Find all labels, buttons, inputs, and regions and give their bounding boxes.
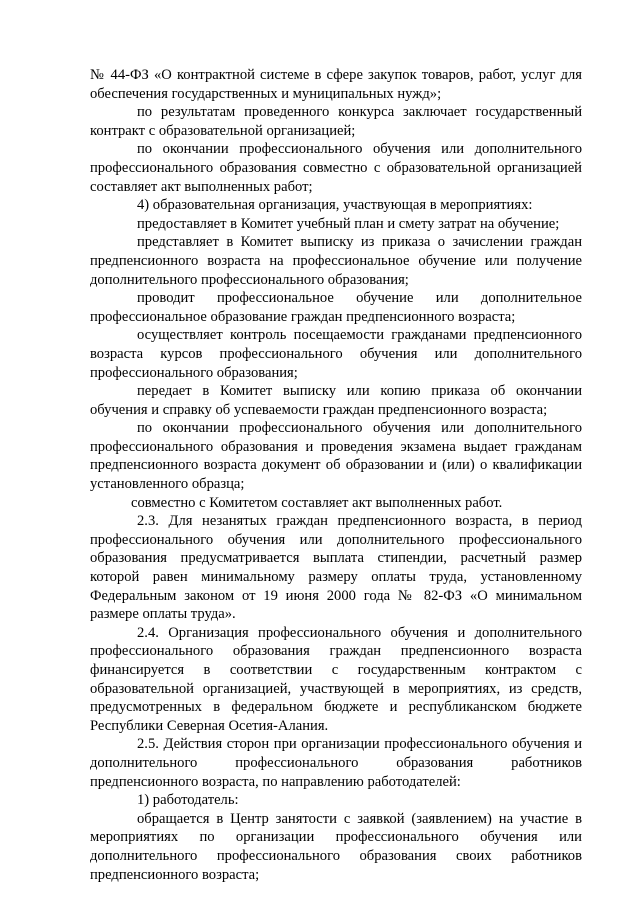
paragraph: совместно с Комитетом составляет акт выполненных работ.	[131, 494, 503, 511]
paragraph: 2.3. Для незанятых граждан предпенсионного возраста, в период профессионального обучения или дополнительного профессионального образования предусматривается выплата стипендии, расчетный размер которой равен минимальному размеру оплаты труда, установленному Федеральным законом от 19 июня 2000 года № 82-ФЗ «О минимальном размере оплаты труда».	[90, 513, 582, 623]
paragraph: 2.5. Действия сторон при организации профессионального обучения и дополнительного профессионального образования работников предпенсионного возраста, по направлению работодателей:	[90, 736, 582, 790]
paragraph: 1) работодатель:	[137, 792, 239, 809]
paragraph: по результатам проведенного конкурса заключает государственный контракт с образовательной организацией;	[90, 104, 582, 139]
paragraph: по окончании профессионального обучения или дополнительного профессионального образования совместно с образовательной организацией составляет акт выполненных работ;	[90, 141, 582, 195]
paragraph: предоставляет в Комитет учебный план и смету затрат на обучение;	[137, 215, 560, 232]
paragraph: 2.4. Организация профессионального обучения и дополнительного профессионального образования граждан предпенсионного возраста финансируется в соответствии с государственным контрактом с образовательной организацией, участвующей в мероприятиях, из средств, предусмотренных в федеральном бюджете и республиканском бюджете Республики Северная Осетия-Алания.	[90, 624, 582, 734]
paragraph: по окончании профессионального обучения или дополнительного профессионального образования и проведения экзамена выдает гражданам предпенсионного возраста документ об образовании и (или) о квалификации установленного образца;	[90, 420, 582, 493]
paragraph: передает в Комитет выписку или копию приказа об окончании обучения и справку об успеваемости граждан предпенсионного возраста;	[90, 383, 582, 418]
paragraph: представляет в Комитет выписку из приказа о зачислении граждан предпенсионного возраста на профессиональное обучение или получение дополнительного профессионального образования;	[90, 234, 582, 288]
paragraph: осуществляет контроль посещаемости гражданами предпенсионного возраста курсов профессионального обучения или дополнительного профессионального образования;	[90, 327, 582, 381]
document-page	[90, 66, 582, 884]
paragraph: № 44-ФЗ «О контрактной системе в сфере закупок товаров, работ, услуг для обеспечения государственных и муниципальных нужд»;	[90, 67, 582, 102]
paragraph: 4) образовательная организация, участвующая в мероприятиях:	[137, 197, 533, 214]
paragraph: обращается в Центр занятости с заявкой (заявлением) на участие в мероприятиях по организации профессионального обучения или дополнительного профессионального образования своих работников предпенсионного возраста;	[90, 810, 582, 883]
paragraph: проводит профессиональное обучение или дополнительное профессиональное образование граждан предпенсионного возраста;	[90, 290, 582, 325]
